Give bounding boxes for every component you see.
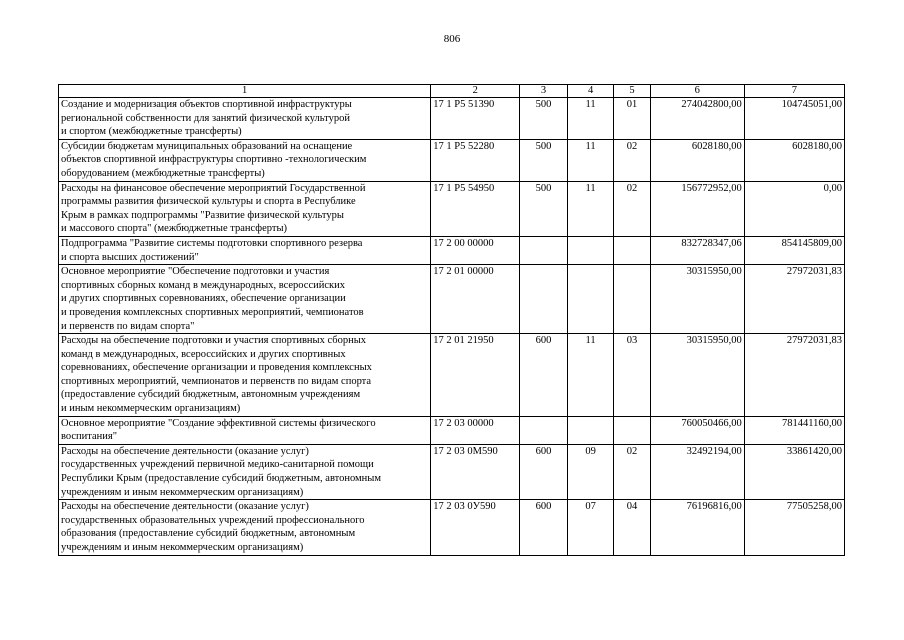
subsection-code: 02 [614, 444, 650, 499]
amount-column-7: 27972031,83 [744, 265, 844, 334]
amount-column-7: 6028180,00 [744, 139, 844, 181]
expense-type-code [520, 265, 568, 334]
column-number-row [59, 85, 845, 98]
target-article-code: 17 2 00 00000 [431, 236, 520, 264]
amount-column-6: 76196816,00 [650, 500, 744, 555]
subsection-code [614, 236, 650, 264]
expense-type-code: 600 [520, 444, 568, 499]
expense-type-code: 600 [520, 334, 568, 417]
amount-column-6: 32492194,00 [650, 444, 744, 499]
subsection-code: 04 [614, 500, 650, 555]
expense-type-code: 600 [520, 500, 568, 555]
target-article-code: 17 2 03 0У590 [431, 500, 520, 555]
row-description: Основное мероприятие "Обеспечение подготовки и участия спортивных сборных команд в международных, всероссийских и других спортивных соревнованиях, обеспечение организации и проведения комплексных спортивных мероприятий, чемпионатов и первенств по видам спорта" [59, 265, 431, 334]
row-description: Подпрограмма "Развитие системы подготовки спортивного резерва и спорта высших достижений" [59, 236, 431, 264]
amount-column-7: 0,00 [744, 181, 844, 236]
section-code: 11 [567, 334, 614, 417]
amount-column-6: 156772952,00 [650, 181, 744, 236]
row-description: Расходы на финансовое обеспечение мероприятий Государственной программы развития физической культуры и спорта в Республике Крым в рамках подпрограммы "Развитие физической культуры и массового спорта" (межбюджетные трансферты) [59, 181, 431, 236]
subsection-code: 02 [614, 181, 650, 236]
section-code: 11 [567, 98, 614, 140]
row-description: Расходы на обеспечение деятельности (оказание услуг) государственных учреждений первичной медико-санитарной помощи Республики Крым (предоставление субсидий бюджетным, автономным учреждениям и иным некоммерческим организациям) [59, 444, 431, 499]
section-code: 11 [567, 139, 614, 181]
column-header: 1 [59, 85, 431, 98]
amount-column-7: 77505258,00 [744, 500, 844, 555]
column-header: 3 [520, 85, 568, 98]
table-row [59, 416, 845, 444]
subsection-code: 01 [614, 98, 650, 140]
target-article-code: 17 2 03 0М590 [431, 444, 520, 499]
section-code [567, 236, 614, 264]
amount-column-7: 781441160,00 [744, 416, 844, 444]
table-row [59, 334, 845, 417]
amount-column-7: 854145809,00 [744, 236, 844, 264]
expense-type-code [520, 416, 568, 444]
column-header: 2 [431, 85, 520, 98]
table-row [59, 500, 845, 555]
amount-column-7: 33861420,00 [744, 444, 844, 499]
expense-type-code [520, 236, 568, 264]
expense-type-code: 500 [520, 181, 568, 236]
target-article-code: 17 2 01 21950 [431, 334, 520, 417]
amount-column-7: 104745051,00 [744, 98, 844, 140]
row-description: Расходы на обеспечение подготовки и участия спортивных сборных команд в международных, всероссийских и других спортивных соревнованиях, обеспечение организации и проведения комплексных спортивных мероприятий, чемпионатов и первенств по видам спорта (предоставление субсидий бюджетным, автономным учреждениям и иным некоммерческим организациям) [59, 334, 431, 417]
page-number: 806 [443, 33, 461, 45]
column-header: 5 [614, 85, 650, 98]
target-article-code: 17 1 Р5 54950 [431, 181, 520, 236]
section-code: 07 [567, 500, 614, 555]
table-row [59, 139, 845, 181]
subsection-code [614, 265, 650, 334]
table-row [59, 265, 845, 334]
table-row [59, 444, 845, 499]
amount-column-6: 760050466,00 [650, 416, 744, 444]
amount-column-6: 832728347,06 [650, 236, 744, 264]
section-code: 11 [567, 181, 614, 236]
table-row [59, 236, 845, 264]
subsection-code: 03 [614, 334, 650, 417]
column-header: 7 [744, 85, 844, 98]
amount-column-7: 27972031,83 [744, 334, 844, 417]
target-article-code: 17 2 03 00000 [431, 416, 520, 444]
section-code: 09 [567, 444, 614, 499]
column-header: 6 [650, 85, 744, 98]
amount-column-6: 30315950,00 [650, 334, 744, 417]
target-article-code: 17 1 Р5 52280 [431, 139, 520, 181]
amount-column-6: 30315950,00 [650, 265, 744, 334]
target-article-code: 17 1 Р5 51390 [431, 98, 520, 140]
section-code [567, 265, 614, 334]
budget-table [58, 84, 845, 556]
row-description: Расходы на обеспечение деятельности (оказание услуг) государственных образовательных учреждений профессионального образования (предоставление субсидий бюджетным, автономным учреждениям и иным некоммерческим организациям) [59, 500, 431, 555]
row-description: Создание и модернизация объектов спортивной инфраструктуры региональной собственности для занятий физической культурой и спортом (межбюджетные трансферты) [59, 98, 431, 140]
subsection-code: 02 [614, 139, 650, 181]
subsection-code [614, 416, 650, 444]
expense-type-code: 500 [520, 139, 568, 181]
amount-column-6: 6028180,00 [650, 139, 744, 181]
amount-column-6: 274042800,00 [650, 98, 744, 140]
expense-type-code: 500 [520, 98, 568, 140]
section-code [567, 416, 614, 444]
table-row [59, 181, 845, 236]
row-description: Основное мероприятие "Создание эффективной системы физического воспитания" [59, 416, 431, 444]
column-header: 4 [567, 85, 614, 98]
table-row [59, 98, 845, 140]
row-description: Субсидии бюджетам муниципальных образований на оснащение объектов спортивной инфраструктуры спортивно -технологическим оборудованием (межбюджетные трансферты) [59, 139, 431, 181]
target-article-code: 17 2 01 00000 [431, 265, 520, 334]
